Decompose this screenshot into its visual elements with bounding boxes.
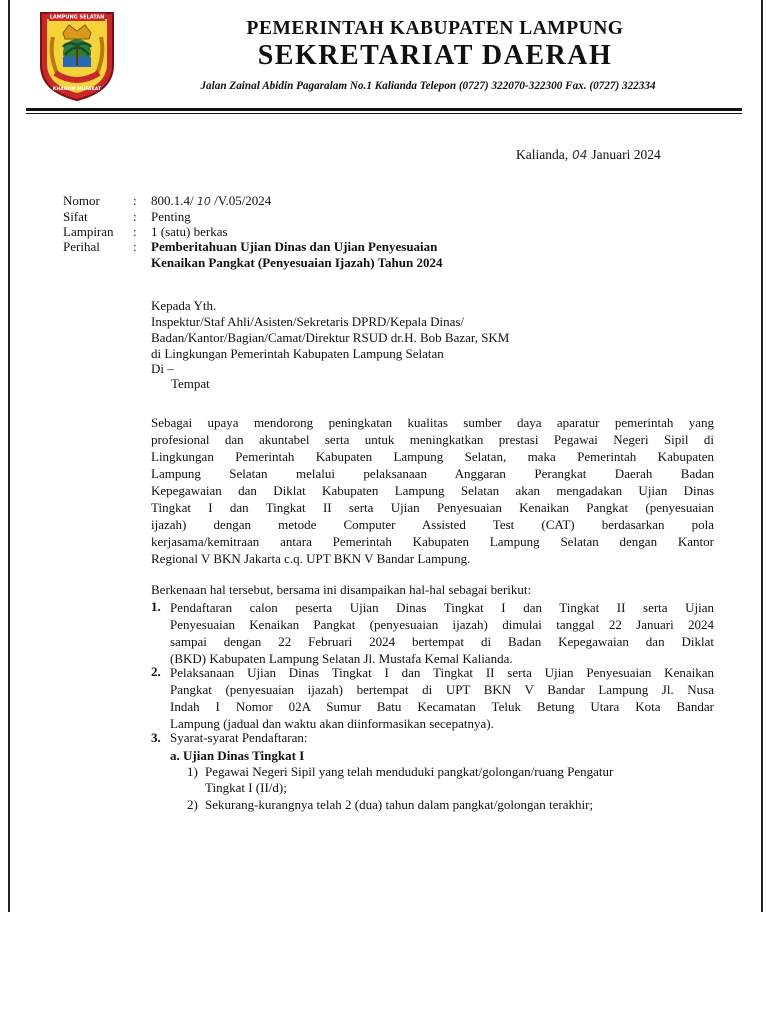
addressee-line-5: Di – <box>151 361 174 376</box>
sub-a1-number: 1) <box>187 764 198 779</box>
meta-sifat: Sifat : Penting <box>63 209 191 224</box>
office-name: SEKRETARIAT DAERAH <box>257 40 613 71</box>
header-rule-thick <box>26 108 742 111</box>
item-3-text: Syarat-syarat Pendaftaran: <box>170 730 308 745</box>
addressee-line-3: Badan/Kantor/Bagian/Camat/Direktur RSUD dr.H. Bob Bazar, SKM <box>151 330 510 345</box>
date-day-handwritten: 04 <box>572 148 588 162</box>
svg-text:LAMPUNG SELATAN: LAMPUNG SELATAN <box>49 14 105 21</box>
scan-edge-left <box>8 0 10 912</box>
date-month-year: Januari 2024 <box>591 147 661 162</box>
regency-logo-icon <box>35 7 119 103</box>
addressee-line-1: Kepada Yth. <box>151 298 217 313</box>
sub-a1-text-cont: Tingkat I (II/d); <box>205 780 287 795</box>
item-1-text: Pendaftaran calon peserta Ujian Dinas Tingkat I dan Tingkat II serta Ujian Penyesuaian Kenaikan Pangkat (penyesuaian ijazah) dimulai tanggal 22 Januari 2024 sampai dengan 22 Februari 2024 bertempat di Badan Kepegawaian dan Diklat (BKD) Kabupaten Lampung Selatan Jl. Mustafa Kemal Kalianda. <box>170 600 714 666</box>
meta-lampiran: Lampiran : 1 (satu) berkas <box>63 224 228 239</box>
body-paragraph-2: Berkenaan hal tersebut, bersama ini disampaikan hal-hal sebagai berikut: <box>151 582 532 597</box>
office-address: Jalan Zainal Abidin Pagaralam No.1 Kalianda Telepon (0727) 322070-322300 Fax. (0727) 322334 <box>200 80 656 92</box>
item-2-number: 2. <box>151 664 161 679</box>
date-place: Kalianda, <box>516 147 569 162</box>
meta-perihal-cont: Kenaikan Pangkat (Penyesuaian Ijazah) Tahun 2024 <box>151 255 443 270</box>
item-2-text: Pelaksanaan Ujian Dinas Tingkat I dan Tingkat II serta Ujian Penyesuaian Kenaikan Pangkat (penyesuaian ijazah) bertempat di UPT BKN V Bandar Lampung Jl. Nusa Indah I Nomor 02A Sumur Batu Kecamatan Teluk Betung Utara Kota Bandar Lampung (jadual dan waktu akan diinformasikan secepatnya). <box>170 665 714 731</box>
nomor-handwritten: 10 <box>196 195 211 208</box>
body-paragraph-1: Sebagai upaya mendorong peningkatan kualitas sumber daya aparatur pemerintah yang profesional dan akuntabel serta untuk meningkatkan prestasi Pegawai Negeri Sipil di Lingkungan Pemerintah Kabupaten Lampung Selatan, maka Pemerintah Kabupaten Lampung Selatan melalui pelaksanaan Anggaran Perangkat Daerah Badan Kepegawaian dan Diklat Kabupaten Lampung Selatan akan mengadakan Ujian Dinas Tingkat I dan Tingkat II serta Ujian Penyesuaian Kenaikan Pangkat (penyesuaian ijazah) dengan metode Computer Assisted Test (CAT) berdasarkan pola kerjasama/kemitraan antara Pemerintah Kabupaten Lampung Selatan dengan Kantor Regional V BKN Jakarta c.q. UPT BKN V Bandar Lampung. <box>151 415 714 566</box>
government-name: PEMERINTAH KABUPATEN LAMPUNG <box>246 18 624 39</box>
letter-date <box>516 147 661 163</box>
sub-a2-number: 2) <box>187 797 198 812</box>
meta-perihal: Perihal : Pemberitahuan Ujian Dinas dan Ujian Penyesuaian <box>63 239 438 254</box>
header-rule-thin <box>26 113 742 114</box>
item-3-number: 3. <box>151 730 161 745</box>
addressee-line-6: Tempat <box>171 376 210 391</box>
addressee-line-2: Inspektur/Staf Ahli/Asisten/Sekretaris DPRD/Kepala Dinas/ <box>151 314 465 329</box>
addressee-line-4: di Lingkungan Pemerintah Kabupaten Lampung Selatan <box>151 346 444 361</box>
scan-edge-right <box>761 0 763 912</box>
svg-text:KHAGOM MUFAKAT: KHAGOM MUFAKAT <box>52 87 102 92</box>
sub-a-heading: a. Ujian Dinas Tingkat I <box>170 748 305 763</box>
meta-nomor: Nomor : 800.1.4/ 10 /V.05/2024 <box>63 193 272 208</box>
item-1-number: 1. <box>151 599 161 614</box>
sub-a2-text: Sekurang-kurangnya telah 2 (dua) tahun dalam pangkat/golongan terakhir; <box>205 797 594 812</box>
sub-a1-text: Pegawai Negeri Sipil yang telah menduduki pangkat/golongan/ruang Pengatur <box>205 764 614 779</box>
